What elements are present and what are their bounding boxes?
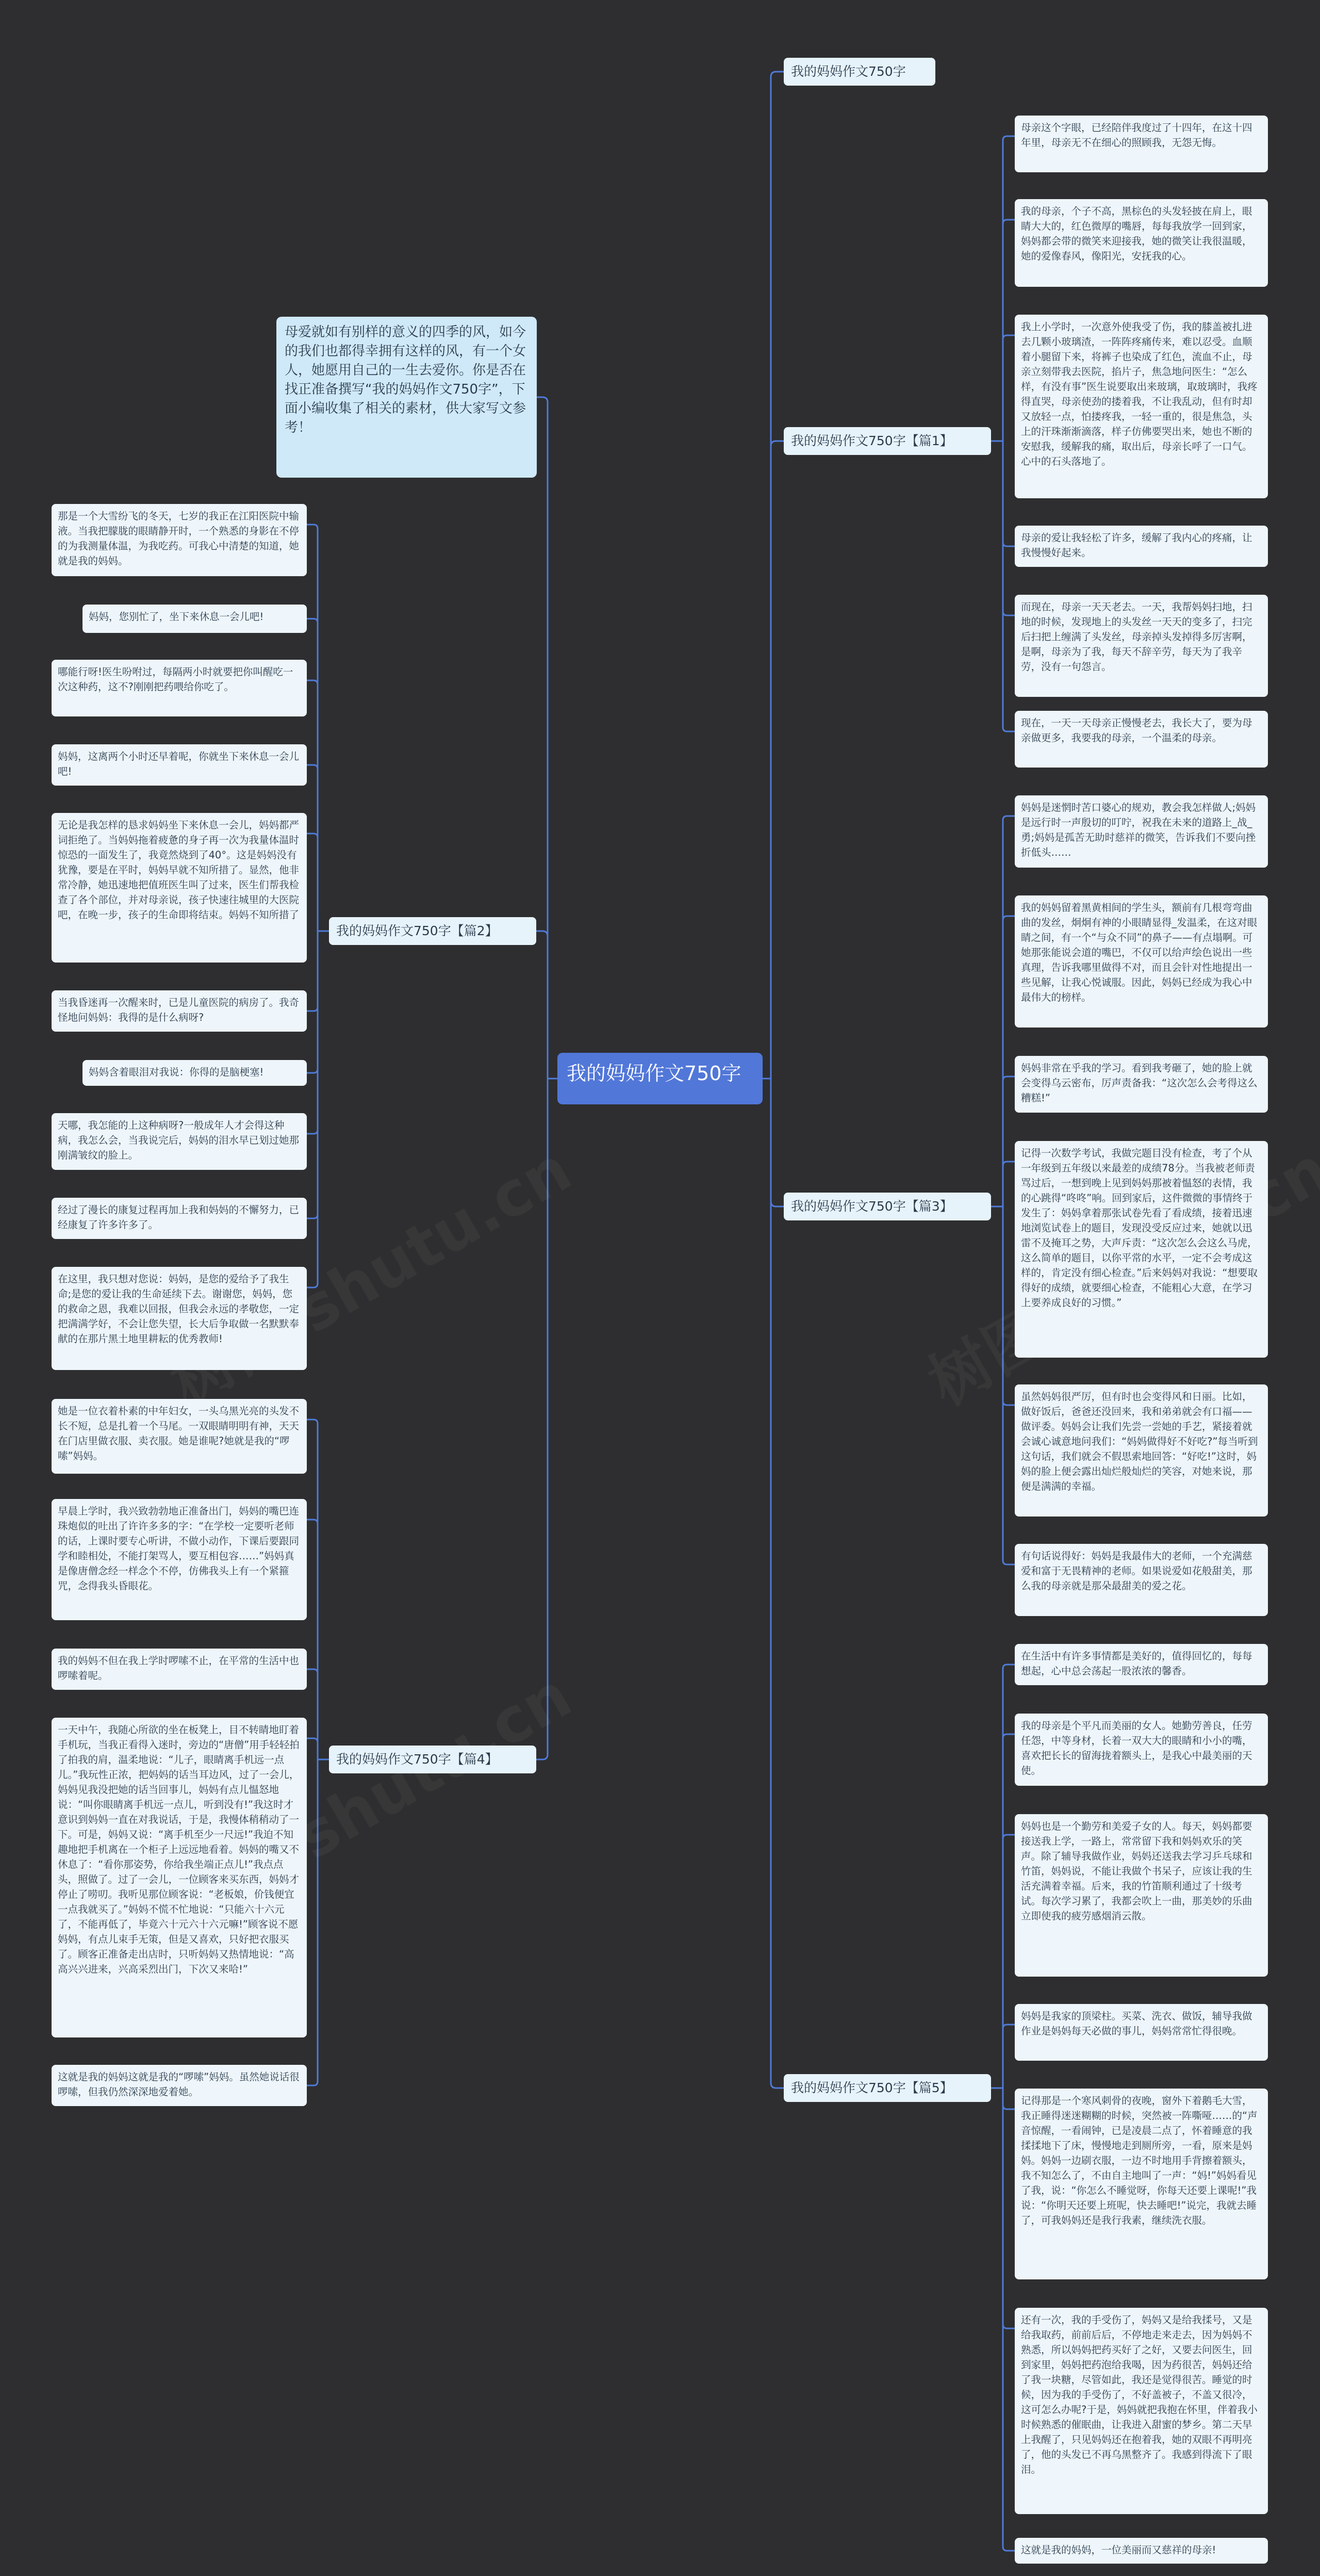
intro-summary-node[interactable]: 母爱就如有别样的意义的四季的风，如今的我们也都得幸拥有这样的风，有一个女人，她愿用自己的一生去爱你。你是否在找正准备撰写“我的妈妈作文750字”，下面小编收集了相关的素材，供大家写文参考！: [276, 317, 537, 478]
leaf-part5-1[interactable]: 在生活中有许多事情都是美好的，值得回忆的，每每想起，心中总会荡起一股浓浓的馨香。: [1015, 1644, 1268, 1685]
leaf-part5-2[interactable]: 我的母亲是个平凡而美丽的女人。她勤劳善良，任劳任怨，中等身材，长着一双大大的眼睛和小小的嘴，喜欢把长长的留海拢着额头上，是我心中最美丽的天使。: [1015, 1714, 1268, 1786]
leaf-part2-3[interactable]: 哪能行呀!医生吩咐过，每隔两小时就要把你叫醒吃一次这种药，这不?刚刚把药喂给你吃了。: [52, 660, 307, 716]
leaf-connector: [1003, 136, 1015, 441]
right-branch-connector: [771, 1079, 784, 2088]
right-branch-connector: [771, 441, 784, 1079]
leaf-connector: [1003, 2088, 1015, 2328]
leaf-connector: [1003, 335, 1015, 441]
leaf-part1-6[interactable]: 现在，一天一天母亲正慢慢老去，我长大了，要为母亲做更多，我要我的母亲，一个温柔的母亲。: [1015, 711, 1268, 768]
leaf-connector: [1003, 1835, 1015, 2088]
left-branch-connector: [536, 1079, 548, 1759]
leaf-part4-4[interactable]: 一天中午，我随心所欲的坐在板凳上，目不转睛地盯着手机玩，当我正看得入迷时，旁边的“唐僧”用手轻轻拍了拍我的肩，温柔地说：“儿子，眼睛离手机远一点儿。”我玩性正浓，把妈妈的话当耳边风，过了一会儿，妈妈见我没把她的话当回事儿，妈妈有点儿愠怒地说：“叫你眼睛离手机远一点儿，听到没有!”我这时才意识到妈妈一直在对我说话，于是，我慢体稍稍动了一下。可是，妈妈又说：“离手机至少一尺远!”我迫不知趣地把手机离在一个柜子上远远地看着。妈妈的嘴又不休息了：“看你那姿势，你给我坐端正点儿!”我点点头，照做了。过了一会儿，一位顾客来买东西，妈妈才停止了唠叨。我听见那位顾客说：“老板娘，价钱便宜一点我就买了。”妈妈不慌不忙地说：“只能六十六元了，不能再低了，毕竟六十元六十六元嘛!”顾客说不愿妈妈，有点儿束手无策，但是又喜欢，只好把衣服买了。顾客正准备走出店时，只听妈妈又热情地说：“高高兴兴进来，兴高采烈出门，下次又来哈!”: [52, 1718, 307, 2037]
right-branch-connector: [771, 72, 784, 1079]
leaf-connector: [1003, 1077, 1015, 1207]
right-branch-connector: [771, 1079, 784, 1207]
leaf-connector: [307, 1738, 318, 1759]
left-branch-connector: [536, 931, 548, 1079]
leaf-connector: [307, 619, 318, 932]
leaf-connector: [307, 931, 318, 1218]
leaf-connector: [1003, 2088, 1015, 2551]
leaf-part3-4[interactable]: 记得一次数学考试，我做完题目没有检查，考了个从一年级到五年级以来最差的成绩78分。当我被老师责骂过后，一想到晚上见到妈妈那被着愠怒的表情，我的心跳得“咚咚”响。回到家后，这件微微的事情终于发生了：妈妈拿着那张试卷先看了看成绩，接着迅速地浏览试卷上的题目，发现没受反应过来，她就以迅雷不及掩耳之势，大声斥责：“这次怎么会这么马虎，这么简单的题目，以你平常的水平，一定不会考成这样的，肯定没有细心检查。”后来妈妈对我说：“想要取得好的成绩，就要细心检查，不能粗心大意，在学习上要养成良好的习惯。”: [1015, 1141, 1268, 1358]
leaf-part2-7[interactable]: 妈妈含着眼泪对我说：你得的是脑梗塞!: [82, 1060, 307, 1086]
leaf-connector: [307, 931, 318, 1287]
leaf-part4-5[interactable]: 这就是我的妈妈这就是我的“啰嗦”妈妈。虽然她说话很啰嗦，但我仍然深深地爱着她。: [52, 2065, 307, 2106]
leaf-connector: [307, 1520, 318, 1759]
leaf-part5-5[interactable]: 记得那是一个寒风刺骨的夜晚，窗外下着鹅毛大雪，我正睡得迷迷糊糊的时候，突然被一阵嘶哑……的“声音惊醒，一看闹钟，已是凌晨二点了，怀着睡意的我揉揉地下了床，慢慢地走到厕所旁，一看，原来是妈妈。妈妈一边刷衣服，一边不时地用手背擦着额头，我不知怎么了，不由自主地叫了一声：“妈!”妈妈看见了我，说：“你怎么不睡觉呀，你每天还要上课呢!”我说：“你明天还要上班呢，快去睡吧!”说完，我就去睡了，可我妈妈还是我行我素，继续洗衣服。: [1015, 2089, 1268, 2279]
leaf-connector: [1003, 1207, 1015, 1564]
leaf-part2-10[interactable]: 在这里，我只想对您说：妈妈，是您的爱给予了我生命;是您的爱让我的生命延续下去。谢谢您，妈妈，您的救命之恩，我难以回报，但我会永远的孝敬您，一定把满满学好，不会让您失望，长大后争取做一名默默奉献的在那片黑土地里耕耘的优秀教师!: [52, 1267, 307, 1370]
leaf-connector: [1003, 220, 1015, 441]
branch-main-title[interactable]: 我的妈妈作文750字: [784, 58, 935, 86]
leaf-part1-1[interactable]: 母亲这个字眼，已经陪伴我度过了十四年，在这十四年里，母亲无不在细心的照顾我，无怨无悔。: [1015, 116, 1268, 172]
leaf-part3-6[interactable]: 有句话说得好：妈妈是我最伟大的老师，一个充满慈爱和富于无畏精神的老师。如果说爱如花般甜美，那么我的母亲就是那朵最甜美的爱之花。: [1015, 1544, 1268, 1616]
leaf-connector: [1003, 1162, 1015, 1207]
leaf-connector: [307, 1420, 318, 1759]
leaf-part2-1[interactable]: 那是一个大雪纷飞的冬天，七岁的我正在江阳医院中输液。当我把朦胧的眼睛静开时，一个熟悉的身影在不停的为我测量体温，为我吃药。可我心中清楚的知道，她就是我的妈妈。: [52, 504, 307, 576]
leaf-part1-2[interactable]: 我的母亲，个子不高，黑棕色的头发轻披在肩上，眼睛大大的，红色微厚的嘴唇，每每我放学一回到家，妈妈都会带的微笑来迎接我，她的微笑让我很温暖，她的爱像春风，像阳光，安抚我的心。: [1015, 199, 1268, 287]
left-branch-connector: [537, 397, 548, 1079]
root-topic[interactable]: 我的妈妈作文750字: [557, 1053, 763, 1104]
leaf-part3-5[interactable]: 虽然妈妈很严厉，但有时也会变得风和日丽。比如，做好饭后，爸爸还没回来，我和弟弟就会有口福——做评委。妈妈会让我们先尝一尝她的手艺，紧接着就会诚心诚意地问我们：“妈妈做得好不好吃?”每当听到这句话，我们就会不假思索地回答：“好吃!”这时，妈妈的脸上便会露出灿烂般灿烂的笑容，对她来说，那便是满满的幸福。: [1015, 1384, 1268, 1517]
leaf-connector: [1003, 1734, 1015, 2088]
leaf-part3-3[interactable]: 妈妈非常在乎我的学习。看到我考砸了，她的脸上就会变得乌云密布，厉声责备我：“这次怎么会考得这么糟糕!”: [1015, 1056, 1268, 1113]
leaf-part5-3[interactable]: 妈妈也是一个勤劳和美爱子女的人。每天，妈妈都要接送我上学，一路上，常常留下我和妈妈欢乐的笑声。除了辅导我做作业，妈妈还送我去学习乒乓球和竹笛，妈妈说，不能让我做个书呆子，应该让我的生活充满着幸福。后来，我的竹笛顺利通过了十级考试。每次学习累了，我都会吹上一曲，那美妙的乐曲立即使我的疲劳感烟消云散。: [1015, 1814, 1268, 1977]
leaf-part4-2[interactable]: 早晨上学时，我兴致勃勃地正准备出门，妈妈的嘴巴连珠炮似的吐出了许许多多的字：“在学校一定要听老师的话，上课时要专心听讲，不做小动作，下课后要跟同学和睦相处，不能打架骂人，要互相包容……”妈妈真是像唐僧念经一样念个不停，仿佛我头上有一个紧箍咒，念得我头昏眼花。: [52, 1499, 307, 1620]
leaf-part2-6[interactable]: 当我昏迷再一次醒来时，已是儿童医院的病房了。我奇怪地问妈妈：我得的是什么病呀?: [52, 990, 307, 1032]
leaf-connector: [1003, 2025, 1015, 2088]
leaf-connector: [1003, 441, 1015, 546]
leaf-connector: [1003, 2088, 1015, 2109]
leaf-part2-5[interactable]: 无论是我怎样的恳求妈妈坐下来休息一会儿，妈妈都严词拒绝了。当妈妈拖着疲惫的身子再一次为我量体温时惊恐的一面发生了，我竟然烧到了40°。这是妈妈没有犹豫，要是在平时，妈妈早就不知所措了。显然，他非常冷静，她迅速地把值班医生叫了过来，医生们帮我检查了各个部位，并对母亲说，孩子快速往城里的大医院吧，在晚一步，孩子的生命即将结束。妈妈不知所措了: [52, 813, 307, 963]
leaf-connector: [307, 931, 318, 1011]
leaf-connector: [307, 1669, 318, 1759]
leaf-part1-5[interactable]: 而现在，母亲一天天老去。一天，我帮妈妈扫地，扫地的时候，发现地上的头发丝一天天的变多了，扫完后扫把上缠满了头发丝，母亲掉头发掉得多厉害啊，是啊，母亲为了我，每天不辞辛劳，每天为了我辛劳，没有一句怨言。: [1015, 595, 1268, 697]
leaf-part2-2[interactable]: 妈妈，您别忙了，坐下来休息一会儿吧!: [82, 605, 307, 633]
branch-part-2[interactable]: 我的妈妈作文750字【篇2】: [329, 917, 536, 945]
leaf-part2-9[interactable]: 经过了漫长的康复过程再加上我和妈妈的不懈努力，已经康复了许多许多了。: [52, 1198, 307, 1239]
branch-part-4[interactable]: 我的妈妈作文750字【篇4】: [329, 1746, 536, 1773]
leaf-connector: [307, 931, 318, 1073]
leaf-connector: [1003, 441, 1015, 731]
leaf-part5-6[interactable]: 还有一次，我的手受伤了，妈妈又是给我揉号，又是给我取药，前前后后，不停地走来走去，因为妈妈不熟悉，所以妈妈把药买好了之好，又要去问医生，回到家里，妈妈把药泡给我喝，因为药很苦，妈妈还给了我一块糖，尽管如此，我还是觉得很苦。睡觉的时候，因为我的手受伤了，不好盖被子，不盖又很冷，这可怎么办呢?于是，妈妈就把我抱在怀里，伴着我小时候熟悉的催眠曲，让我进入甜蜜的梦乡。第二天早上我醒了，只见妈妈还在抱着我，她的双眼不再明亮了，他的头发已不再乌黑整齐了。我感到得流下了眼泪。: [1015, 2308, 1268, 2514]
leaf-part3-2[interactable]: 我的妈妈留着黑黄相间的学生头，额前有几根弯弯曲曲的发丝，炯炯有神的小眼睛显得_发温柔，在这对眼睛之间，有一个“与众不同”的鼻子——有点塌啊。可她那张能说会道的嘴巴，不仅可以给声绘色说出一些真理，告诉我哪里做得不对，而且会针对性地提出一些见解，让我心悦诚服。因此，妈妈已经成为我心中最伟大的榜样。: [1015, 895, 1268, 1028]
leaf-connector: [307, 1759, 318, 2085]
leaf-connector: [307, 765, 318, 931]
branch-part-5[interactable]: 我的妈妈作文750字【篇5】: [784, 2074, 991, 2102]
leaf-connector: [307, 931, 318, 1134]
leaf-part1-3[interactable]: 我上小学时，一次意外使我受了伤，我的膝盖被扎进去几颗小玻璃渣，一阵阵疼痛传来，难以忍受。血顺着小腿留下来，将裤子也染成了红色，流血不止，母亲立刻带我去医院，掐片子，焦急地问医生：“怎么样，有没有事”医生说要取出来玻璃，取玻璃时，我疼得直哭，母亲使劲的搂着我，不让我乱动，但有时却又放轻一点，怕搂疼我，一轻一重的，很是焦急，头上的汗珠渐渐滴落，样子仿佛要哭出来，她也不断的安慰我，缓解我的痛，取出后，母亲长呼了一口气。心中的石头落地了。: [1015, 315, 1268, 498]
leaf-connector: [1003, 1207, 1015, 1405]
leaf-connector: [1003, 441, 1015, 615]
branch-part-1[interactable]: 我的妈妈作文750字【篇1】: [784, 427, 991, 455]
leaf-part4-1[interactable]: 她是一位衣着朴素的中年妇女，一头乌黑光亮的头发不长不短，总是扎着一个马尾。一双眼睛明明有神，天天在门店里做衣服、卖衣服。她是谁呢?她就是我的“啰嗦”妈妈。: [52, 1399, 307, 1474]
leaf-part2-4[interactable]: 妈妈，这离两个小时还早着呢，你就坐下来休息一会儿吧!: [52, 744, 307, 786]
leaf-part4-3[interactable]: 我的妈妈不但在我上学时啰嗦不止，在平常的生活中也啰嗦着呢。: [52, 1649, 307, 1690]
leaf-connector: [307, 525, 318, 931]
leaf-part5-7[interactable]: 这就是我的妈妈，一位美丽而又慈祥的母亲!: [1015, 2538, 1268, 2564]
leaf-connector: [1003, 816, 1015, 1207]
leaf-part5-4[interactable]: 妈妈是我家的顶梁柱。买菜、洗衣、做饭，辅导我做作业是妈妈每天必做的事儿，妈妈常常忙得很晚。: [1015, 2004, 1268, 2061]
leaf-part3-1[interactable]: 妈妈是迷惘时苦口婆心的规劝，教会我怎样做人;妈妈是远行时一声殷切的叮咛，祝我在未来的道路上_战_勇;妈妈是孤苦无助时慈祥的微笑，告诉我们不要向挫折低头……: [1015, 795, 1268, 868]
leaf-connector: [307, 680, 318, 931]
branch-part-3[interactable]: 我的妈妈作文750字【篇3】: [784, 1193, 991, 1220]
leaf-part1-4[interactable]: 母亲的爱让我轻松了许多，缓解了我内心的疼痛，让我慢慢好起来。: [1015, 526, 1268, 567]
leaf-part2-8[interactable]: 天哪，我怎能的上这种病呀?一般成年人才会得这种病，我怎么会，当我说完后，妈妈的泪水早已划过她那刚满皱纹的脸上。: [52, 1113, 307, 1170]
leaf-connector: [307, 834, 318, 931]
